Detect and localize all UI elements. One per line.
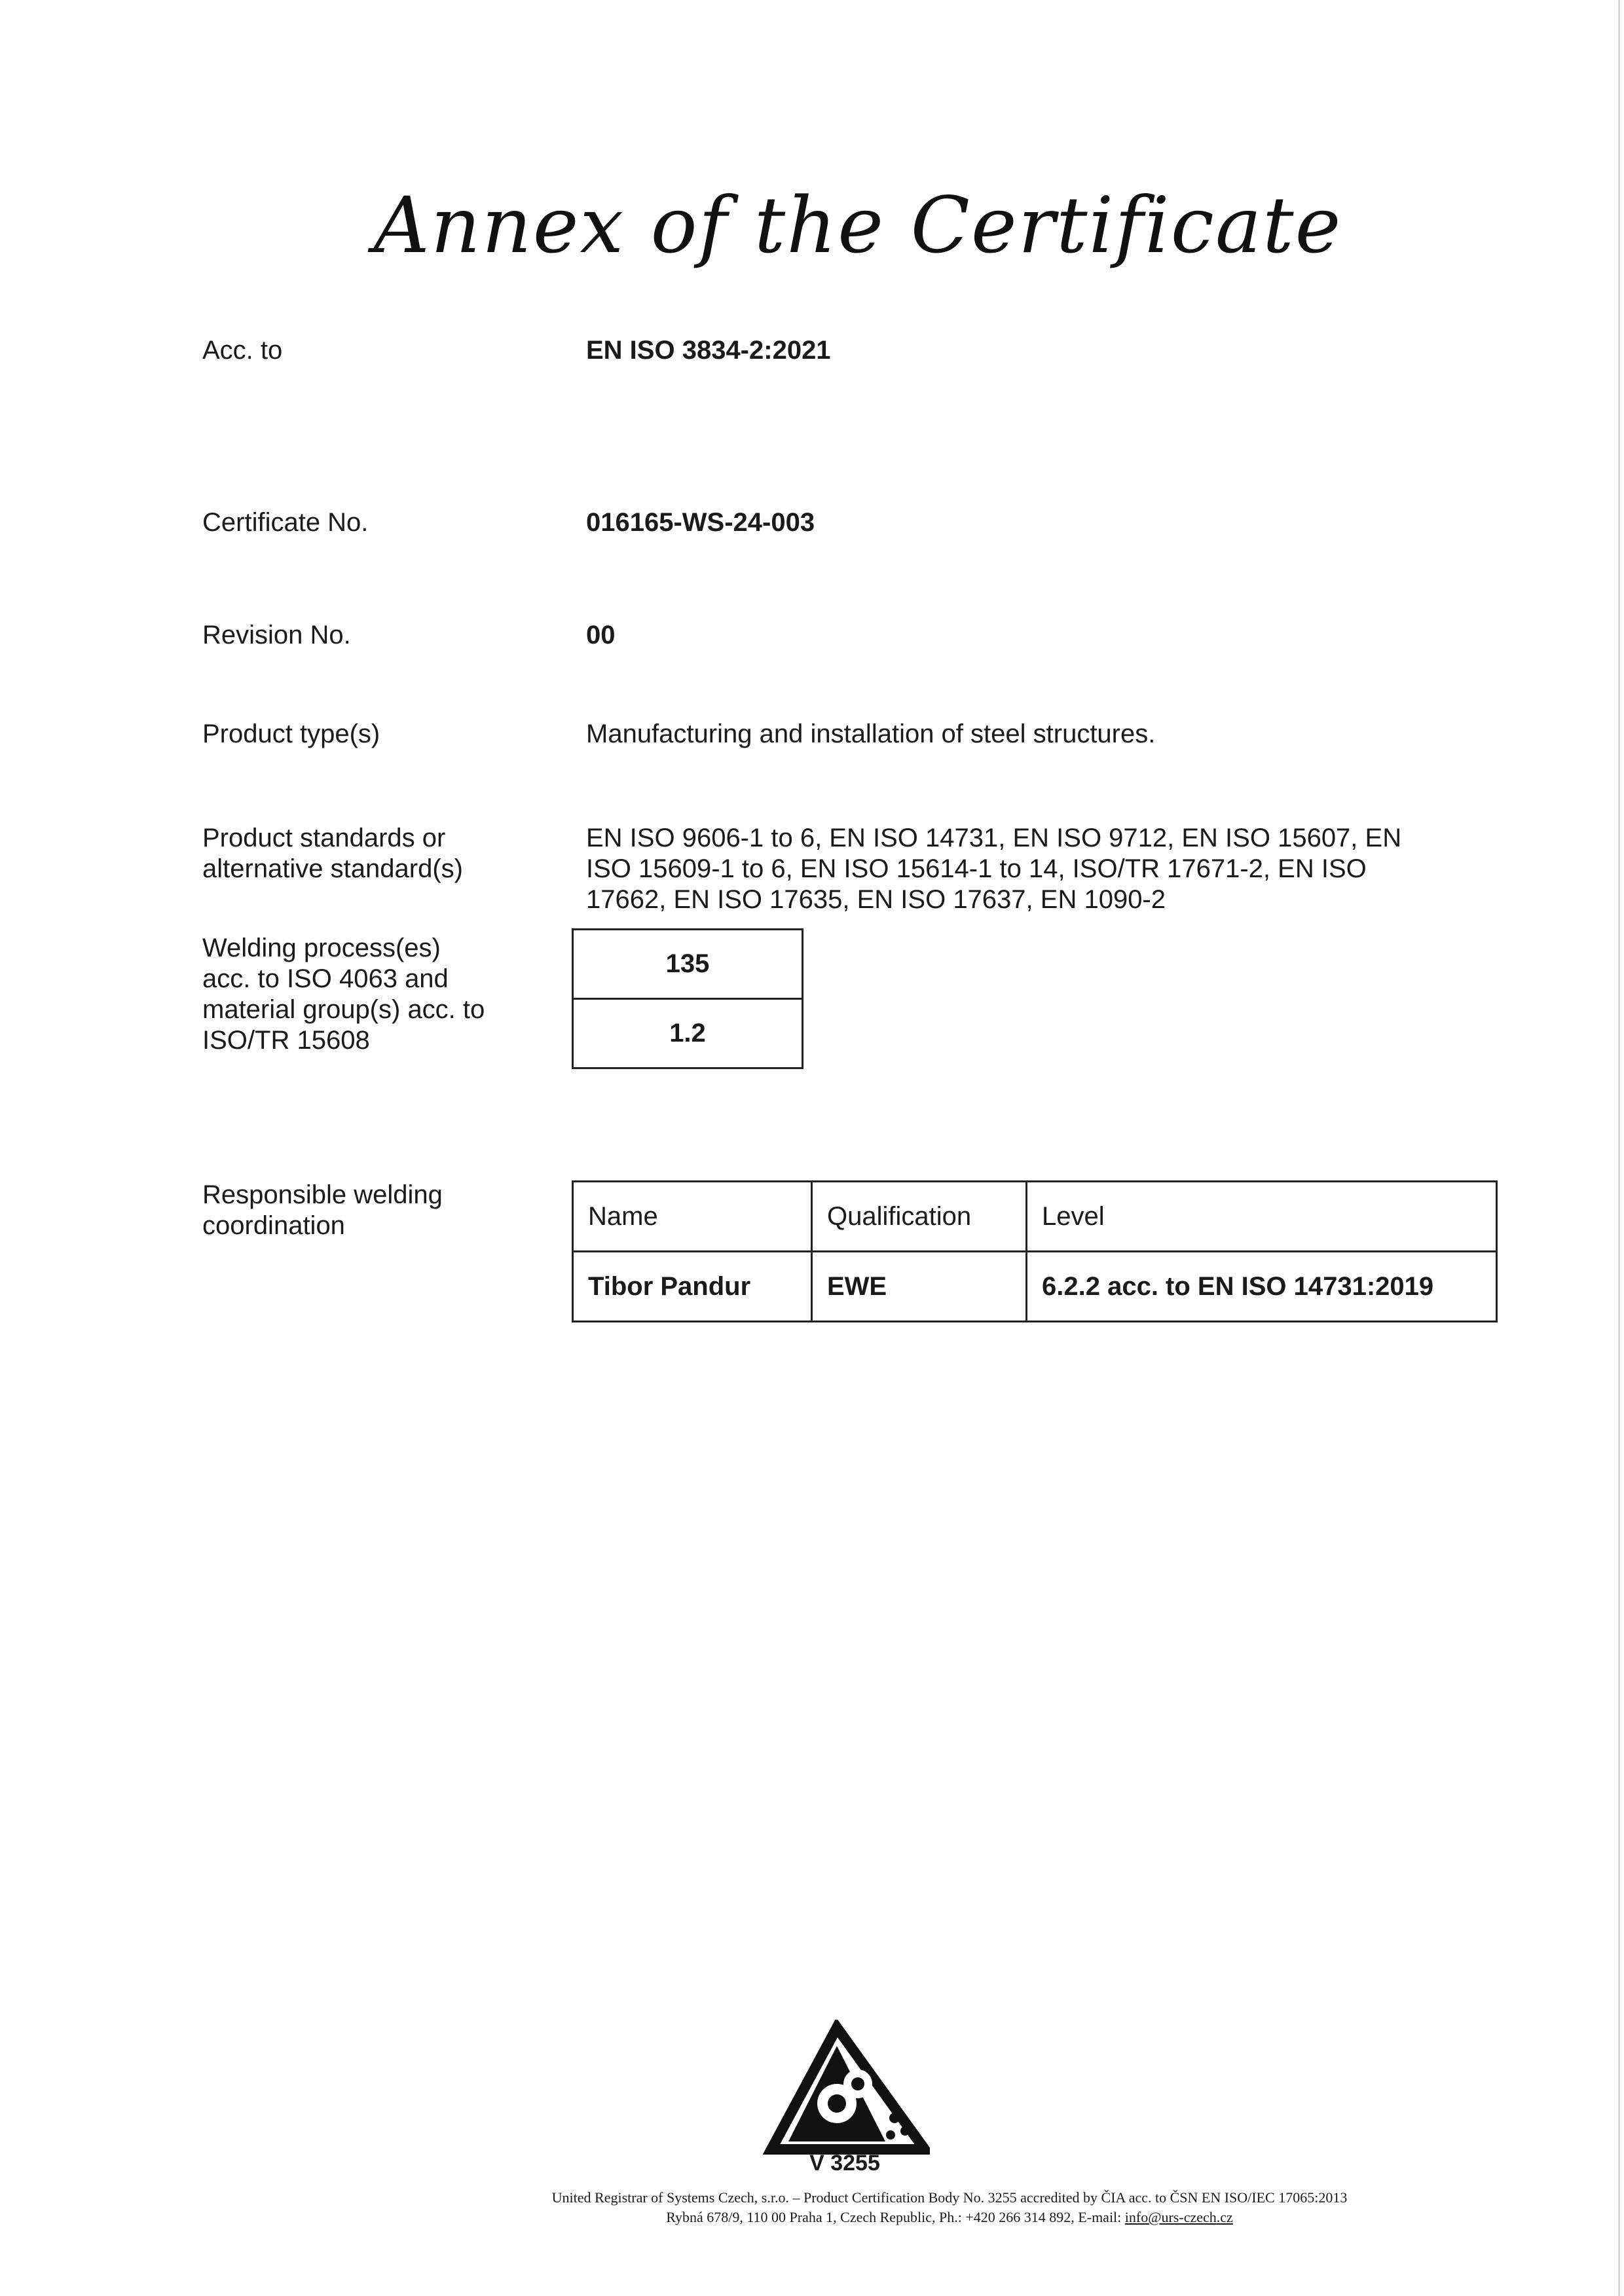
product-standards-label bbox=[202, 823, 463, 884]
header-name: Name bbox=[573, 1182, 812, 1252]
cell-qualification: EWE bbox=[812, 1252, 1027, 1322]
certificate-no-value: 016165-WS-24-003 bbox=[586, 508, 815, 537]
product-standards-label-line: Product standards or bbox=[202, 824, 446, 852]
header-level: Level bbox=[1027, 1182, 1497, 1252]
product-standards-value bbox=[586, 823, 1401, 915]
responsible-welding-label-line: Responsible welding bbox=[202, 1180, 443, 1209]
responsible-welding-label bbox=[202, 1180, 443, 1241]
welding-process-label-line: acc. to ISO 4063 and bbox=[202, 964, 449, 993]
cell-name: Tibor Pandur bbox=[573, 1252, 812, 1322]
logo-code: V 3255 bbox=[809, 2151, 880, 2176]
product-standards-label-line: alternative standard(s) bbox=[202, 854, 463, 883]
certification-body-logo bbox=[760, 2020, 930, 2157]
product-standards-line: ISO 15609-1 to 6, EN ISO 15614-1 to 14, ISO/TR 17671-2, EN ISO bbox=[586, 854, 1367, 883]
table-row bbox=[573, 999, 803, 1068]
product-standards-line: EN ISO 9606-1 to 6, EN ISO 14731, EN ISO 9712, EN ISO 15607, EN bbox=[586, 824, 1402, 852]
page-title: Annex of the Certificate bbox=[373, 180, 1342, 270]
responsible-welding-table bbox=[572, 1180, 1498, 1322]
page-edge bbox=[1618, 0, 1620, 2296]
welding-process-label-line: material group(s) acc. to bbox=[202, 995, 485, 1024]
certificate-no-label: Certificate No. bbox=[202, 508, 369, 537]
table-header-row bbox=[573, 1182, 1497, 1252]
welding-process-table bbox=[572, 928, 803, 1069]
welding-process-label bbox=[202, 933, 485, 1056]
table-row bbox=[573, 1252, 1497, 1322]
product-types-label: Product type(s) bbox=[202, 720, 380, 748]
responsible-welding-label-line: coordination bbox=[202, 1211, 345, 1240]
product-standards-line: 17662, EN ISO 17635, EN ISO 17637, EN 1090-2 bbox=[586, 885, 1166, 914]
header-qualification: Qualification bbox=[812, 1182, 1027, 1252]
product-types-value: Manufacturing and installation of steel structures. bbox=[586, 720, 1156, 748]
welding-process-label-line: Welding process(es) bbox=[202, 934, 441, 962]
acc-to-label: Acc. to bbox=[202, 336, 283, 365]
table-row bbox=[573, 930, 803, 999]
revision-no-label: Revision No. bbox=[202, 621, 351, 649]
process-cell: 135 bbox=[573, 930, 803, 999]
footer-line-1: United Registrar of Systems Czech, s.r.o. – Product Certification Body No. 3255 accredited by ČIA acc. to ČSN EN ISO/IEC 17065:2013 bbox=[551, 2189, 1348, 2206]
revision-no-value: 00 bbox=[586, 621, 616, 649]
cell-level: 6.2.2 acc. to EN ISO 14731:2019 bbox=[1027, 1252, 1497, 1322]
footer-address: Rybná 678/9, 110 00 Praha 1, Czech Republic, Ph.: +420 266 314 892, E-mail: bbox=[666, 2209, 1125, 2225]
welding-process-label-line: ISO/TR 15608 bbox=[202, 1026, 370, 1055]
acc-to-value: EN ISO 3834-2:2021 bbox=[586, 336, 831, 365]
material-group-cell: 1.2 bbox=[573, 999, 803, 1068]
footer-email-link[interactable]: info@urs-czech.cz bbox=[1124, 2209, 1233, 2225]
footer-line-2 bbox=[0, 2208, 1624, 2227]
